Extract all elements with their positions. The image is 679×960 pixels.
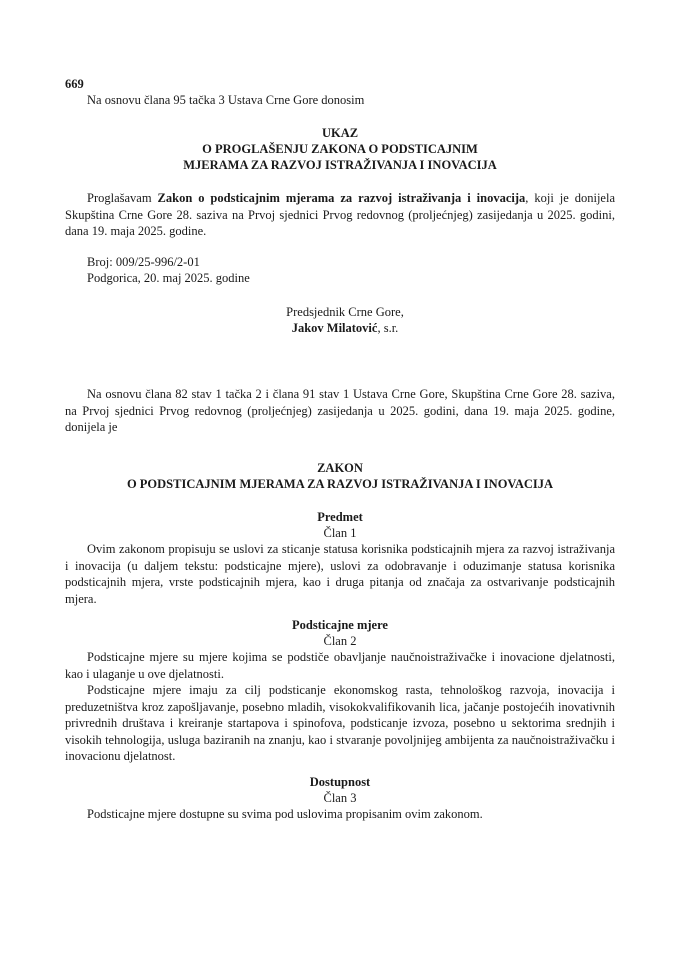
zakon-title: ZAKON bbox=[317, 461, 363, 475]
article-heading: Dostupnost bbox=[309, 775, 371, 789]
article-number: Član 1 bbox=[323, 526, 357, 540]
ukaz-intro: Na osnovu člana 95 tačka 3 Ustava Crne Gore donosim bbox=[87, 93, 365, 107]
law-name: Zakon o podsticajnim mjerama za razvoj istraživanja i inovacija bbox=[157, 191, 526, 205]
place-date: Podgorica, 20. maj 2025. godine bbox=[87, 271, 250, 285]
president-name: Jakov Milatović bbox=[291, 321, 378, 335]
proclamation-post: , koji je donijela Skupština Crne Gore 28. saziva na Prvoj sjednici Prvog redovnog (proljećnjeg) zasijedanja u 2025. godini, dana 19. maja 2025. godine. bbox=[65, 191, 615, 238]
president-signature bbox=[180, 320, 510, 337]
reference-number: Broj: 009/25-996/2-01 bbox=[87, 255, 200, 269]
president-suffix: , s.r. bbox=[377, 321, 399, 335]
article-paragraph: Podsticajne mjere su mjere kojima se podstiče obavljanje naučnoistraživačke i inovacione djelatnosti, kao i ulaganje u ove djelatnosti. bbox=[65, 650, 615, 681]
article-paragraph: Podsticajne mjere dostupne su svima pod uslovima propisanim ovim zakonom. bbox=[87, 807, 483, 821]
article-number: Član 3 bbox=[323, 791, 357, 805]
document-number: 669 bbox=[65, 77, 84, 91]
ukaz-subtitle-line1: O PROGLAŠENJU ZAKONA O PODSTICAJNIM bbox=[202, 142, 478, 156]
ukaz-subtitle-line2: MJERAMA ZA RAZVOJ ISTRAŽIVANJA I INOVACIJA bbox=[183, 158, 497, 172]
article-paragraph: Ovim zakonom propisuju se uslovi za sticanje statusa korisnika podsticajnih mjera za razvoj istraživanja i inovacija (u daljem tekstu: podsticajne mjere), uslovi za odobravanje i oduzimanje statusa korisnika podsticajnih mjera, vrste podsticajnih mjera, kao i druga pitanja od značaja za ostvarivanje podsticajnih mjera. bbox=[65, 542, 615, 606]
proclamation-paragraph bbox=[65, 190, 615, 240]
zakon-subtitle: O PODSTICAJNIM MJERAMA ZA RAZVOJ ISTRAŽIVANJA I INOVACIJA bbox=[126, 477, 554, 491]
article-number: Član 2 bbox=[323, 634, 357, 648]
proclamation-pre: Proglašavam bbox=[87, 191, 158, 205]
zakon-intro: Na osnovu člana 82 stav 1 tačka 2 i člana 91 stav 1 Ustava Crne Gore, Skupština Crne Gore 28. saziva, na Prvoj sjednici Prvog redovnog (proljećnjeg) zasijedanja u 2025. godini, dana 19. maja 2025. godine, donijela je bbox=[65, 387, 615, 434]
ukaz-title: UKAZ bbox=[321, 126, 359, 140]
article-paragraph: Podsticajne mjere imaju za cilj podsticanje ekonomskog rasta, tehnološkog razvoja, inovacija i preduzetništva kroz zapošljavanje, posebno mladih, visokokvalifikovanih lica, jačanje postojećih inovativnih privrednih društava i kreiranje startapova i spinofova, podsticanje izvoza, posebno u sektorima srednjih i visokih tehnologija, usluga baziranih na znanju, kao i stvaranje povoljnijeg ambijenta za naučnoistraživačku i inovacionu djelatnost. bbox=[65, 683, 615, 763]
president-title: Predsjednik Crne Gore, bbox=[286, 305, 404, 319]
article-heading: Predmet bbox=[317, 510, 363, 524]
article-heading: Podsticajne mjere bbox=[292, 618, 388, 632]
